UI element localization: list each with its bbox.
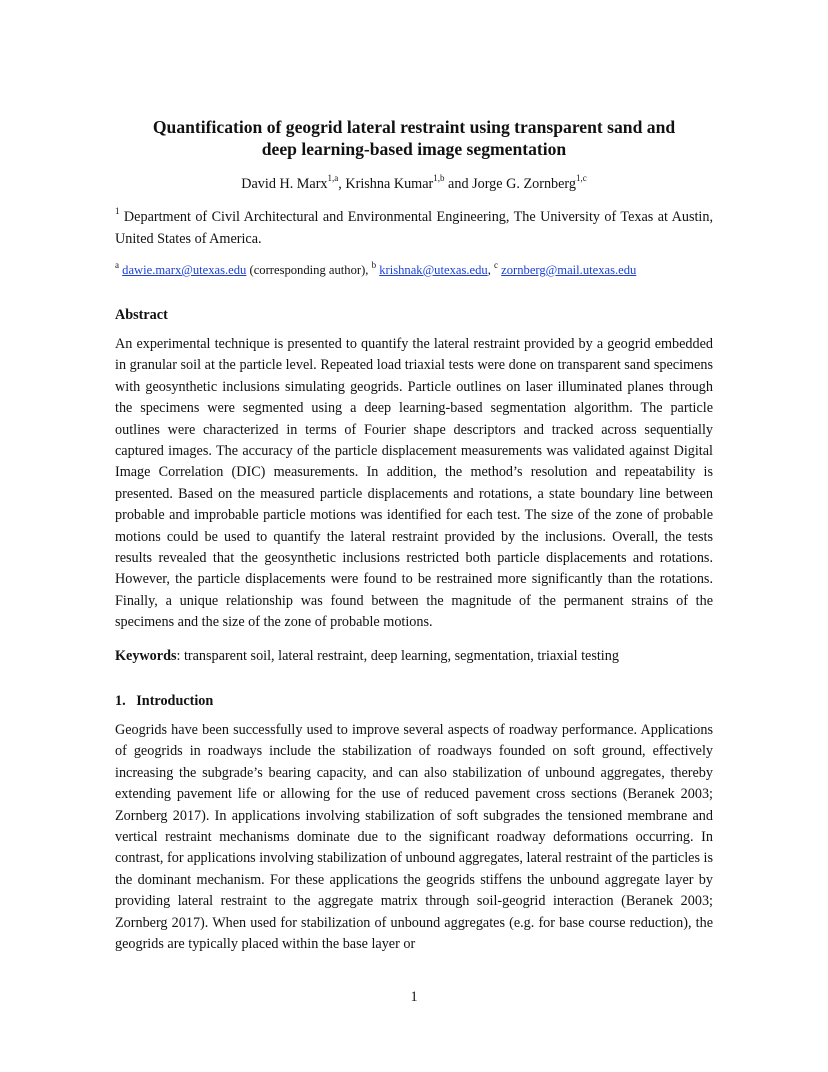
corresponding-author-note: (corresponding author), [246, 263, 372, 277]
email-link-kumar[interactable]: krishnak@utexas.edu [379, 263, 488, 277]
author-separator: , [338, 176, 346, 192]
email-separator: , [487, 263, 494, 277]
email-marker-c: c [494, 259, 498, 270]
author-separator: and [444, 176, 473, 192]
abstract-text: An experimental technique is presented to quantify the lateral restraint provided by a geogrid embedded in granular soil at the particle level. Repeated load triaxial tests were done on transparent sand specimens with geosynthetic inclusions simulating geogrids. Particle outlines on laser illuminated planes through the specimens were segmented using a deep learning-based segmentation algorithm. The particle outlines were characterized in terms of Fourier shape descriptors and tracked across sequentially captured images. The accuracy of the particle displacement measurements was validated against Digital Image Correlation (DIC) measurements. In addition, the method’s resolution and repeatability is presented. Based on the measured particle displacements and rotations, a state boundary line between probable and improbable particle motions was identified for each test. The size of the zone of probable motions could be used to quantify the lateral restraint provided by the inclusions. Overall, the tests results revealed that the geosynthetic inclusions restricted both particle displacements and rotations. However, the particle displacements were found to be restrained more significantly than the rotations. Finally, a unique relationship was found between the magnitude of the permanent strains of the specimens and the size of the zone of probable motions. [115, 336, 713, 631]
paper-title [115, 116, 713, 160]
affiliation-marker: 1 [115, 206, 120, 217]
affiliation [115, 207, 713, 250]
email-link-zornberg[interactable]: zornberg@mail.utexas.edu [501, 263, 637, 277]
author-affiliation-marker: 1,a [327, 173, 339, 184]
author-name: Krishna Kumar [345, 176, 434, 192]
author-affiliation-marker: 1,b [433, 173, 445, 184]
affiliation-text: Department of Civil Architectural and Environmental Engineering, The University of Texas at Austin, United States of America. [115, 209, 713, 247]
keywords [115, 646, 713, 667]
keywords-label: Keywords [115, 648, 177, 664]
introduction-heading: 1. Introduction [115, 693, 214, 709]
email-link-marx[interactable]: dawie.marx@utexas.edu [122, 263, 247, 277]
introduction-text: Geogrids have been successfully used to improve several aspects of roadway performance. Applications of geogrids in roadways include the stabilization of roadways founded on soft ground, effectively increasing the subgrade’s bearing capacity, and can also stabilization of unbound aggregates, thereby extending pavement life or allowing for the use of reduced pavement cross sections (Beranek 2003; Zornberg 2017). In applications involving stabilization of soft subgrades the tensioned membrane and vertical restraint mechanisms dominate due to the significant roadway deformations occurring. In contrast, for applications involving stabilization of unbound aggregates, lateral restraint of the particles is the dominant mechanism. For these applications the geogrids stiffens the unbound aggregate layer by providing lateral restraint to the aggregate matrix through soil-geogrid interaction (Beranek 2003; Zornberg 2017). When used for stabilization of unbound aggregates (e.g. for base course reduction), the geogrids are typically placed within the base layer or [115, 722, 713, 953]
author-list [115, 175, 713, 193]
email-marker-a: a [115, 259, 119, 270]
contact-emails [115, 261, 713, 279]
email-marker-b: b [371, 259, 377, 270]
keywords-text: : transparent soil, lateral restraint, deep learning, segmentation, triaxial testing [176, 648, 619, 664]
title-line-1: Quantification of geogrid lateral restraint using transparent sand and [152, 117, 676, 137]
author-affiliation-marker: 1,c [576, 173, 587, 184]
author-name: Jorge G. Zornberg [472, 176, 576, 192]
abstract-heading: Abstract [115, 307, 168, 323]
page-number: 1 [410, 989, 418, 1005]
title-line-2: deep learning-based image segmentation [261, 139, 567, 159]
author-name: David H. Marx [241, 176, 328, 192]
